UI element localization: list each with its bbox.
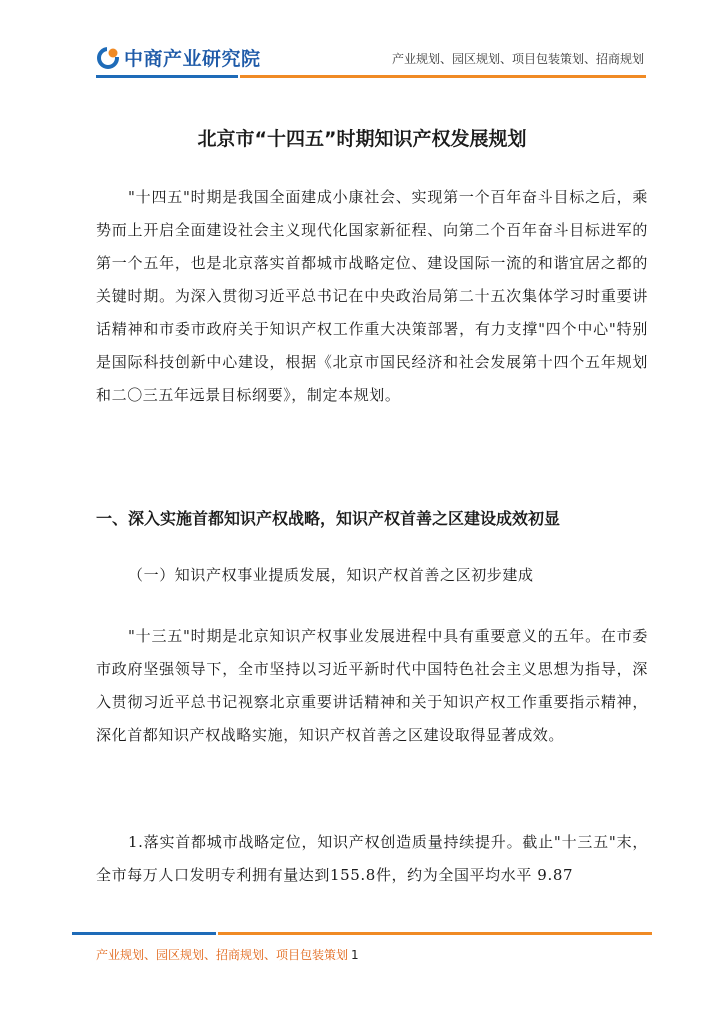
page-footer	[96, 946, 359, 963]
section-heading-1: 一、深入实施首都知识产权战略，知识产权首善之区建设成效初显	[96, 509, 561, 528]
page-number: 1	[351, 948, 359, 962]
body-paragraph-3	[96, 826, 648, 892]
cic-logo-icon	[96, 46, 120, 70]
footer-rule-orange	[218, 932, 652, 935]
document-title: 北京市“十四五”时期知识产权发展规划	[197, 128, 527, 150]
header-tagline: 产业规划、园区规划、项目包装策划、招商规划	[391, 52, 644, 66]
header-rule-orange	[240, 75, 646, 78]
intro-paragraph	[96, 181, 648, 412]
logo-text: 中商产业研究院	[124, 48, 261, 70]
subsection-heading-1: （一）知识产权事业提质发展，知识产权首善之区初步建成	[128, 566, 534, 584]
intro-text: "十四五"时期是我国全面建成小康社会、实现第一个百年奋斗目标之后，乘势而上开启全面建设社会主义现代化国家新征程、向第二个百年奋斗目标进军的第一个五年，也是北京落实首都城市战略定位、建设国际一流的和谐宜居之都的关键时期。为深入贯彻习近平总书记在中央政治局第二十五次集体学习时重要讲话精神和市委市政府关于知识产权工作重大决策部署，有力支撑"四个中心"特别是国际科技创新中心建设，根据《北京市国民经济和社会发展第十四个五年规划和二〇三五年远景目标纲要》，制定本规划。	[96, 188, 648, 404]
footer-text: 产业规划、园区规划、招商规划、项目包装策划	[96, 948, 349, 962]
para2-text: "十三五"时期是北京知识产权事业发展进程中具有重要意义的五年。在市委市政府坚强领导下，全市坚持以习近平新时代中国特色社会主义思想为指导，深入贯彻习近平总书记视察北京重要讲话精神和关于知识产权工作重要指示精神，深化首都知识产权战略实施，知识产权首善之区建设取得显著成效。	[96, 627, 648, 744]
page-header	[0, 0, 724, 90]
body-paragraph-2	[96, 620, 648, 752]
para3-text: 1.落实首都城市战略定位，知识产权创造质量持续提升。截止"十三五"末，全市每万人口发明专利拥有量达到155.8件，约为全国平均水平 9.87	[96, 833, 648, 884]
logo	[96, 44, 261, 71]
header-rule-blue	[96, 75, 238, 78]
footer-rule-blue	[72, 932, 216, 935]
